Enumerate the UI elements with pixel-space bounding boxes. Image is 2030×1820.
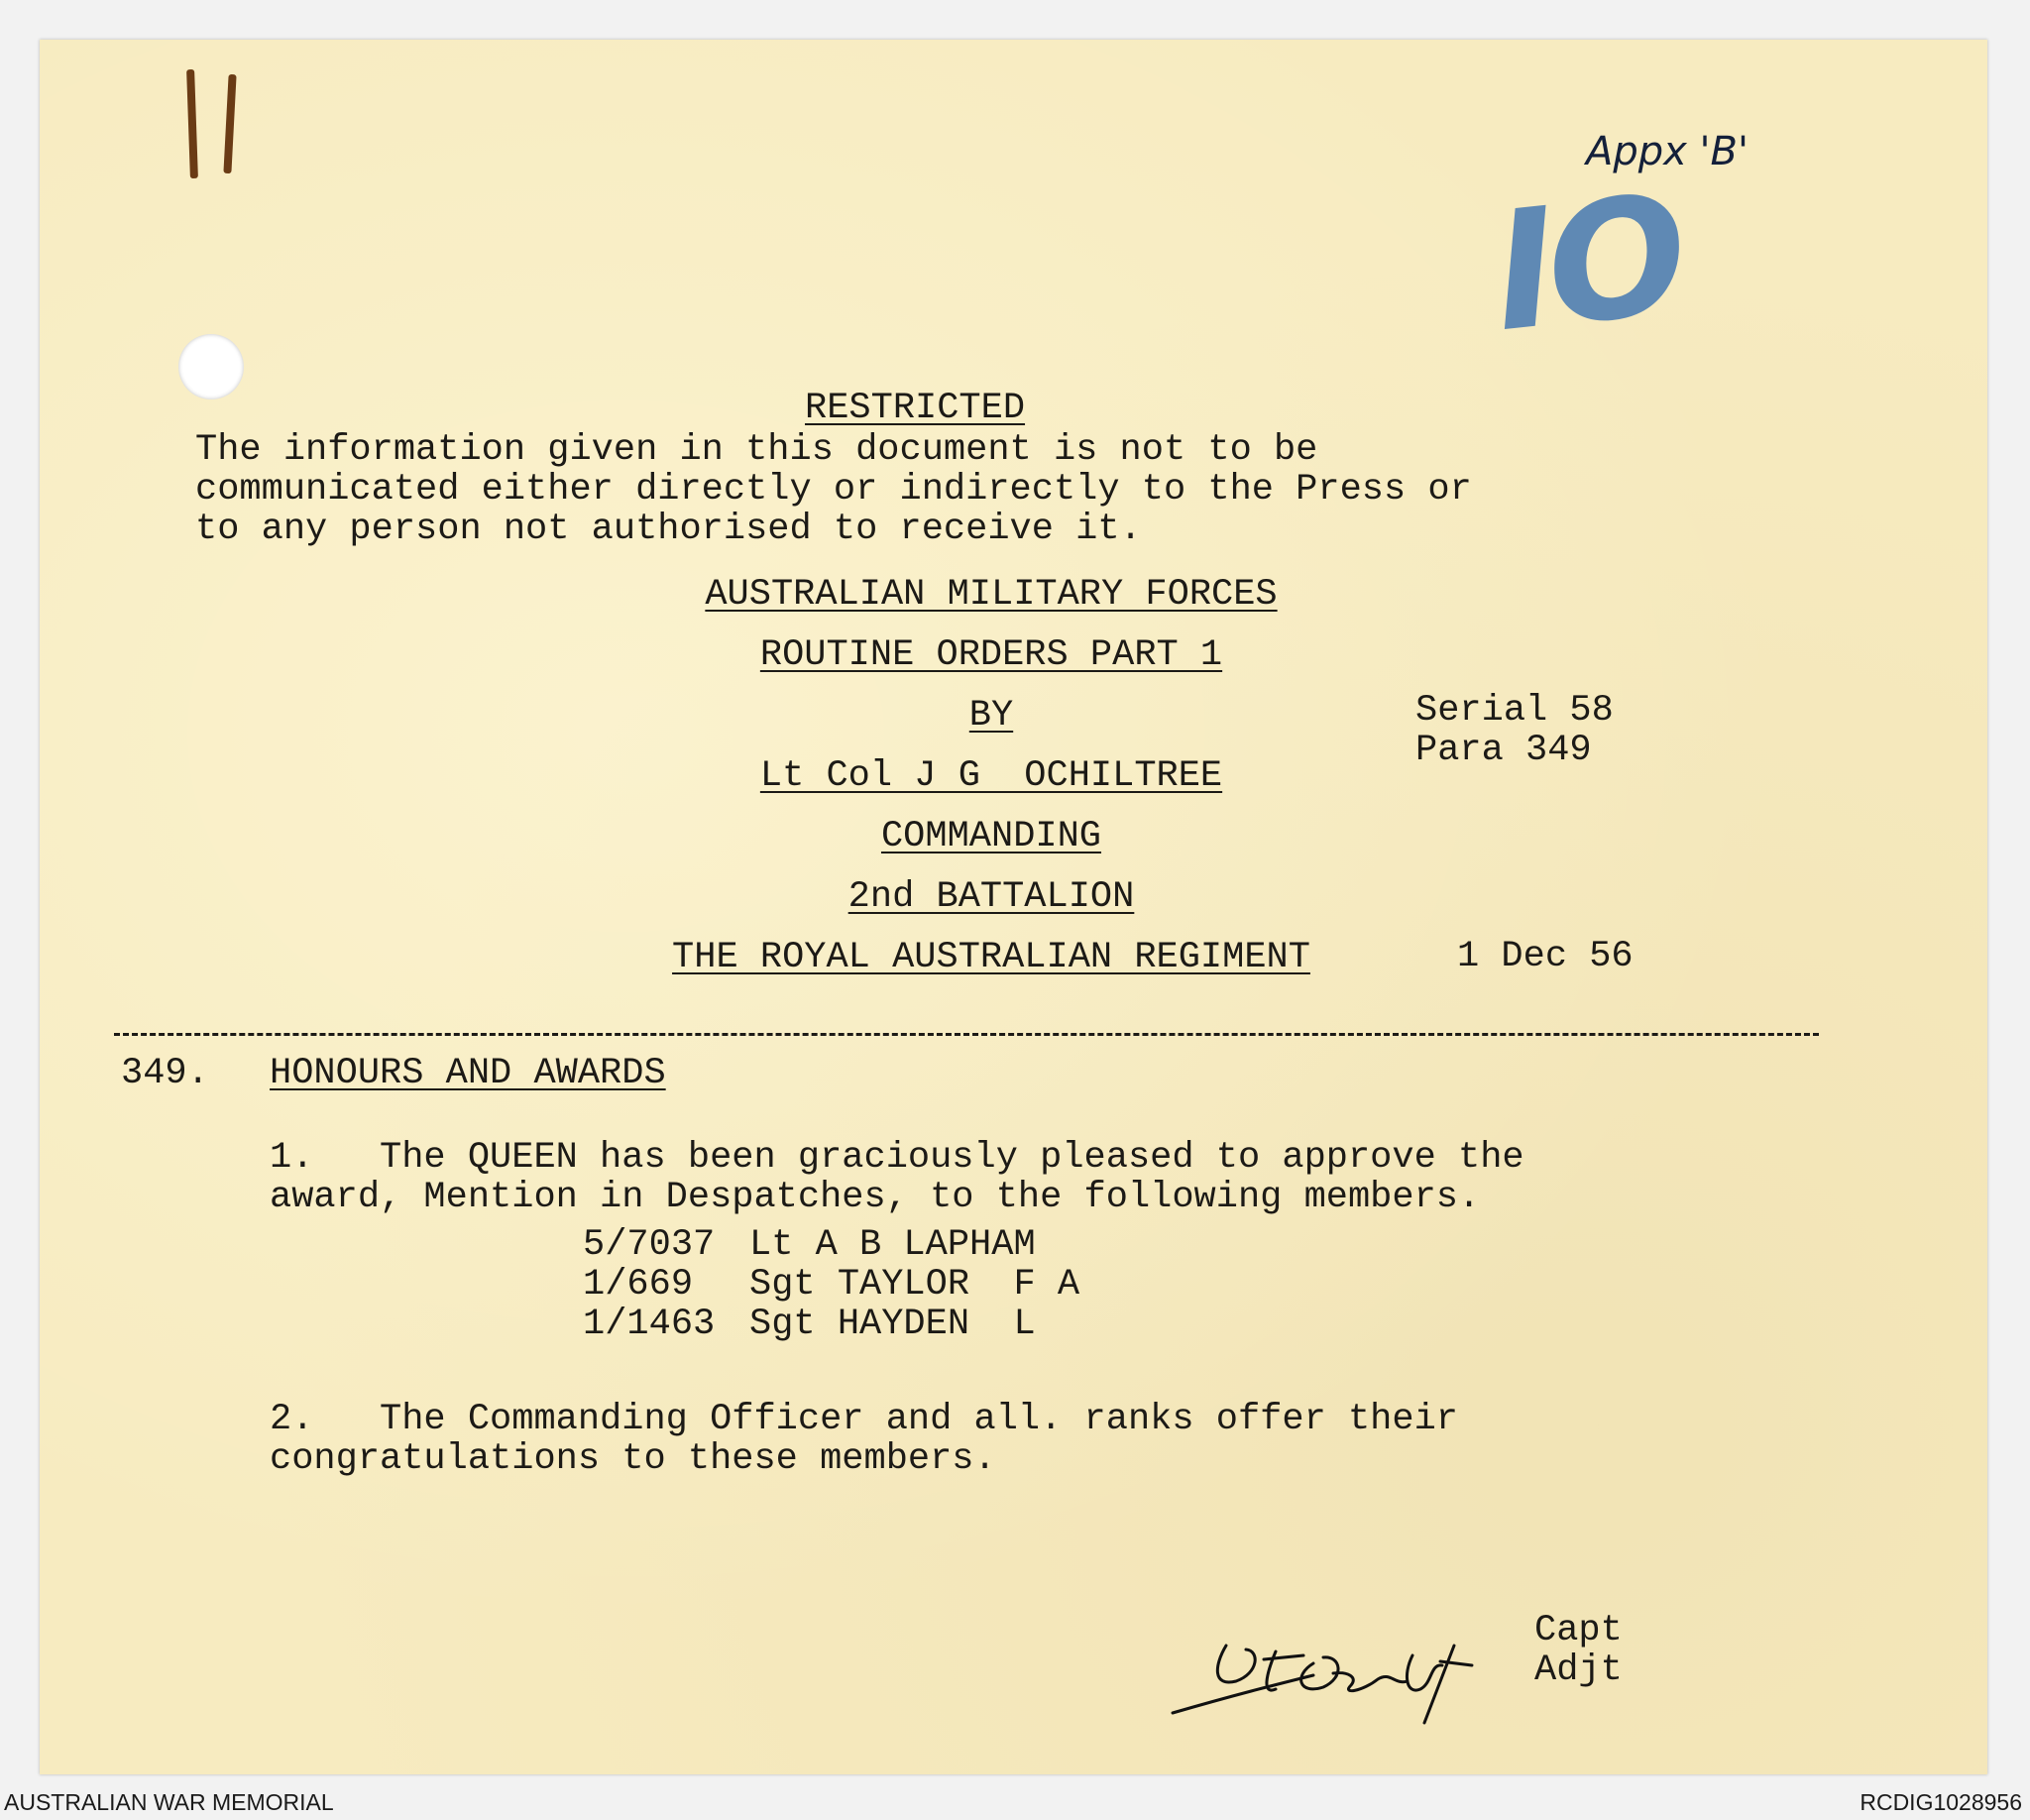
restricted-title: RESTRICTED [805, 388, 1026, 429]
restricted-line-3: to any person not authorised to receive it. [195, 509, 1142, 550]
heading-line-forces: AUSTRALIAN MILITARY FORCES [705, 574, 1278, 616]
heading-line-routine-orders: ROUTINE ORDERS PART 1 [759, 634, 1223, 676]
restricted-line-1: The information given in this document is not to be [195, 429, 1318, 471]
footer-record-id: RCDIG1028956 [1860, 1789, 2022, 1815]
signature [1165, 1616, 1561, 1725]
appx-annotation: Appx 'B' [1586, 129, 1748, 174]
heading-line-commander: Lt Col J G OCHILTREE [759, 755, 1223, 797]
heading-line-regiment: THE ROYAL AUSTRALIAN REGIMENT [672, 937, 1310, 978]
member-number: 5/7037 [583, 1224, 716, 1266]
section-title: HONOURS AND AWARDS [270, 1053, 666, 1094]
margin-mark-text [188, 79, 189, 80]
restricted-line-2: communicated either directly or indirectly to the Press or [195, 469, 1472, 511]
member-name: Sgt HAYDEN L [749, 1304, 1036, 1345]
member-name: Lt A B LAPHAM [749, 1224, 1036, 1266]
para-number: Para 349 [1415, 730, 1592, 771]
signoff-appointment: Adjt [1534, 1649, 1623, 1691]
para-2-line-1: 2. The Commanding Officer and all. ranks offer their [270, 1399, 1458, 1440]
footer-archive-name: AUSTRALIAN WAR MEMORIAL [4, 1789, 334, 1815]
margin-mark-stroke [186, 69, 198, 178]
member-number: 1/1463 [583, 1304, 716, 1345]
member-name: Sgt TAYLOR F A [749, 1264, 1080, 1306]
io-annotation: IO [1485, 159, 1689, 369]
para-2-line-2: congratulations to these members. [270, 1438, 996, 1480]
document-page [40, 40, 1987, 1774]
heading-block [476, 575, 1507, 977]
section-number: 349. [121, 1053, 209, 1094]
punch-hole [178, 334, 244, 399]
heading-line-by: BY [968, 695, 1014, 737]
member-number: 1/669 [583, 1264, 694, 1306]
signoff-rank: Capt [1534, 1610, 1623, 1651]
para-1-line-1: 1. The QUEEN has been graciously pleased to approve the [270, 1137, 1524, 1179]
heading-line-commanding: COMMANDING [880, 816, 1102, 857]
order-date: 1 Dec 56 [1457, 936, 1634, 977]
para-1-line-2: award, Mention in Despatches, to the following members. [270, 1177, 1481, 1218]
margin-mark-stroke [223, 74, 236, 173]
serial-number: Serial 58 [1415, 690, 1614, 732]
heading-line-battalion: 2nd BATTALION [847, 876, 1135, 918]
section-divider [114, 1033, 1819, 1036]
